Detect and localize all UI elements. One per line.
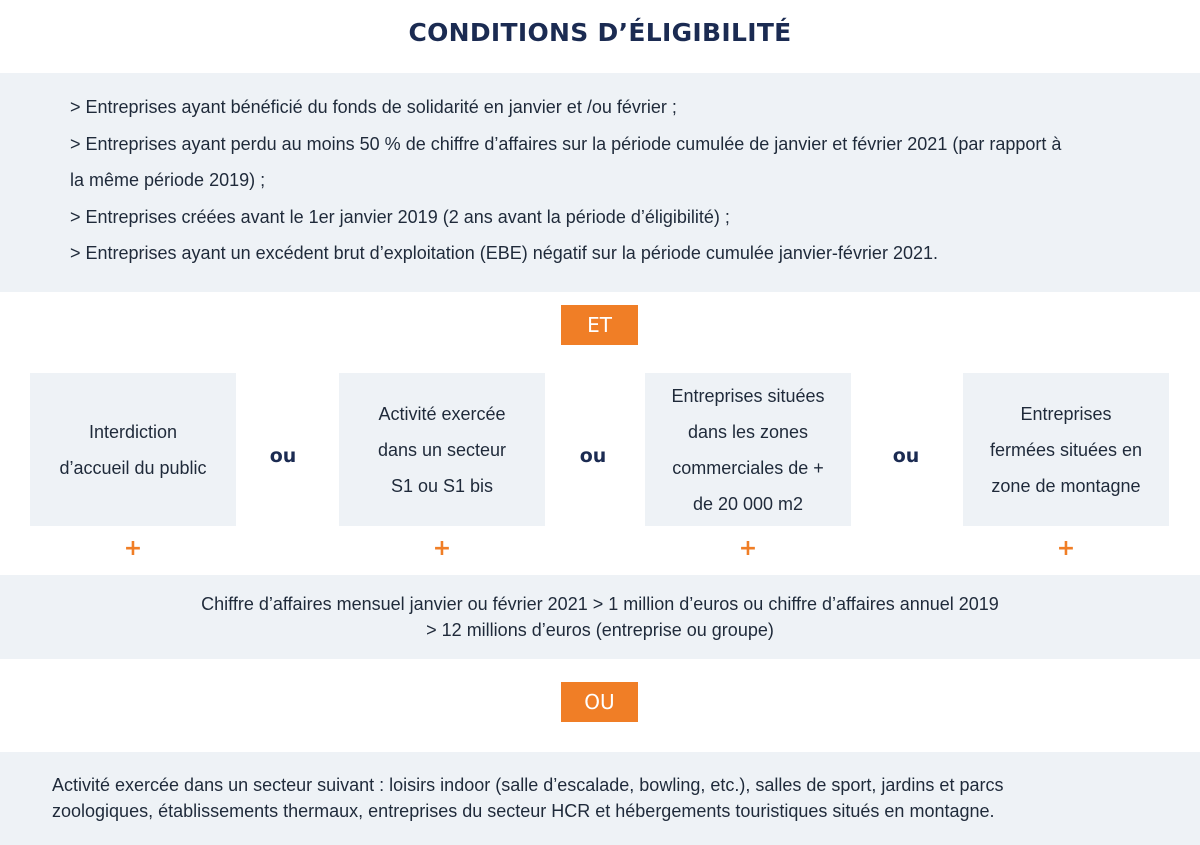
option-line: Activité exercée bbox=[378, 403, 506, 424]
revenue-threshold-panel bbox=[0, 575, 1200, 659]
option-line: Entreprises bbox=[1020, 403, 1112, 424]
revenue-line: > 12 millions d’euros (entreprise ou groupe) bbox=[426, 620, 774, 640]
plus-sign: + bbox=[123, 536, 143, 561]
option-line: Interdiction bbox=[88, 421, 178, 442]
option-line: fermées situées en bbox=[989, 439, 1143, 460]
plus-sign: + bbox=[738, 536, 758, 561]
option-box-mountain-zone bbox=[963, 373, 1169, 526]
condition-item: > Entreprises ayant un excédent brut d’exploitation (EBE) négatif sur la période cumulée janvier-février 2021. bbox=[70, 243, 938, 263]
option-line: zone de montagne bbox=[991, 475, 1141, 496]
and-badge: ET bbox=[561, 305, 638, 345]
condition-item: > Entreprises ayant bénéficié du fonds de solidarité en janvier et /ou février ; bbox=[70, 97, 677, 117]
sector-line: zoologiques, établissements thermaux, entreprises du secteur HCR et hébergements touristiques situés en montagne. bbox=[52, 801, 995, 821]
option-line: S1 ou S1 bis bbox=[390, 475, 494, 496]
plus-sign: + bbox=[1056, 536, 1076, 561]
option-line: de 20 000 m2 bbox=[692, 493, 804, 514]
or-connector: ou bbox=[269, 445, 297, 467]
option-line: Entreprises situées bbox=[671, 385, 825, 406]
option-box-public-ban bbox=[30, 373, 236, 526]
page-title: CONDITIONS D’ÉLIGIBILITÉ bbox=[408, 18, 792, 47]
sector-line: Activité exercée dans un secteur suivant : loisirs indoor (salle d’escalade, bowling, etc.), salles de sport, jardins et parcs bbox=[52, 775, 1004, 795]
or-connector: ou bbox=[892, 445, 920, 467]
option-box-sector-s1 bbox=[339, 373, 545, 526]
option-line: d’accueil du public bbox=[59, 457, 207, 478]
option-line: dans les zones bbox=[687, 421, 809, 442]
conditions-list bbox=[0, 73, 1200, 272]
or-connector: ou bbox=[579, 445, 607, 467]
condition-item: > Entreprises ayant perdu au moins 50 % de chiffre d’affaires sur la période cumulée de janvier et février 2021 (par rapport à bbox=[70, 133, 1062, 154]
revenue-line: Chiffre d’affaires mensuel janvier ou février 2021 > 1 million d’euros ou chiffre d’affaires annuel 2019 bbox=[201, 594, 999, 614]
plus-sign: + bbox=[432, 536, 452, 561]
or-badge: OU bbox=[561, 682, 638, 722]
option-line: dans un secteur bbox=[377, 439, 507, 460]
option-line: commerciales de + bbox=[672, 457, 824, 478]
option-box-commercial-zones bbox=[645, 373, 851, 526]
eligible-sectors-panel bbox=[0, 752, 1200, 845]
condition-item: > Entreprises créées avant le 1er janvier 2019 (2 ans avant la période d’éligibilité) ; bbox=[70, 206, 730, 227]
general-conditions-panel bbox=[0, 73, 1200, 292]
condition-item: la même période 2019) ; bbox=[70, 170, 266, 190]
